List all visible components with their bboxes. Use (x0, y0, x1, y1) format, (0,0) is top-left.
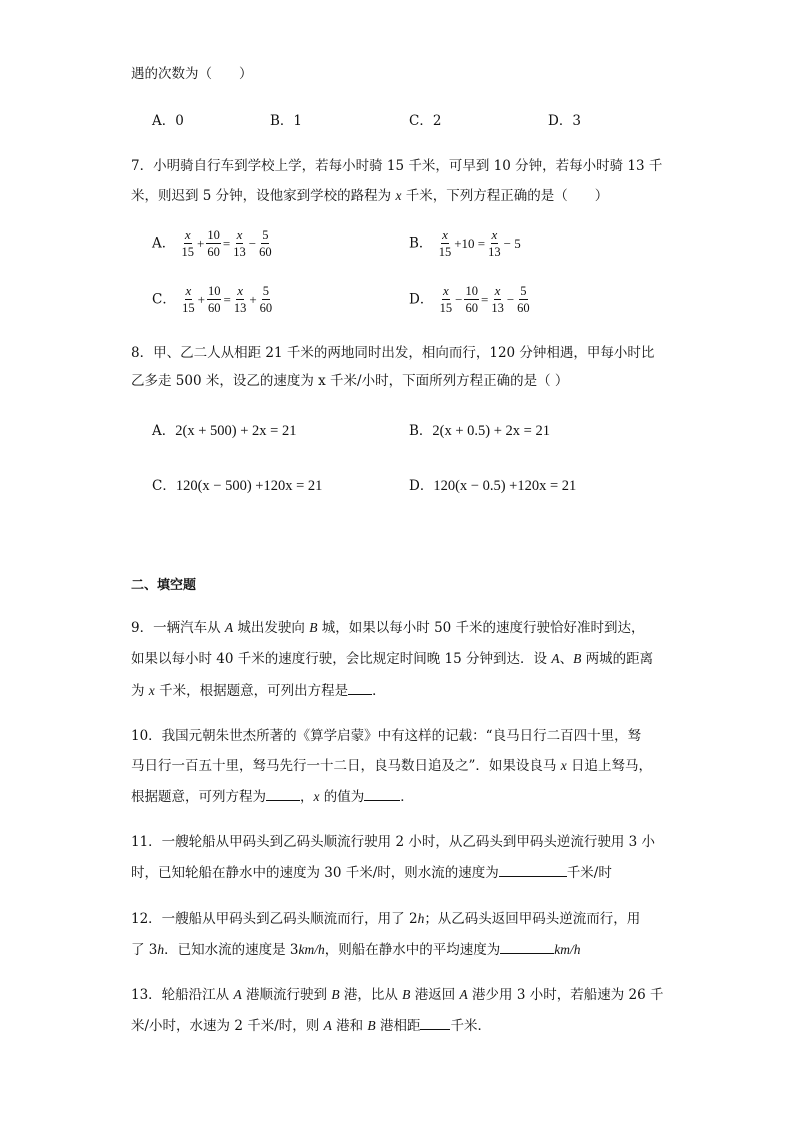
q7-stem-line1: 7．小明骑自行车到学校上学，若每小时骑 15 千米，可早到 10 分钟，若每小时骑 13 千 (131, 158, 663, 174)
q13-answer-blank[interactable] (420, 1015, 450, 1030)
q10-stem-line1: 10．我国元朝朱世杰所著的《算学启蒙》中有这样的记载：“良马日行二百四十里，驽 (131, 728, 642, 744)
q9-answer-blank[interactable] (348, 680, 372, 695)
q6-tail: 遇的次数为（ ） (131, 66, 253, 82)
q9-stem-line2: 如果以每小时 40 千米的速度行驶，会比规定时间晚 15 分钟到达．设 A、B 两城的距离 (131, 651, 654, 667)
q12-answer-blank[interactable] (500, 939, 554, 954)
q10-stem-line2: 马日行一百五十里，驽马先行一十二日，良马数日追及之”．如果设良马 x 日追上驽马， (131, 758, 652, 774)
q6-option-c[interactable]: C．2 (409, 113, 442, 129)
q13-stem-line1: 13．轮船沿江从 A 港顺流行驶到 B 港，比从 B 港返回 A 港少用 3 小时，若船速为 26 千 (131, 987, 664, 1003)
section-heading-fill-in: 二、填空题 (131, 578, 197, 593)
q7-option-d[interactable]: D． $\frac{x}{15}$ − $\frac{10}{60}$ = $\frac{x}{13}$ − $\frac{5}{60}$ (409, 283, 530, 315)
q8-option-a[interactable]: A．2(x + 500) + 2x = 21 (152, 423, 297, 439)
q9-stem-line1: 9．一辆汽车从 A 城出发驶向 B 城，如果以每小时 50 千米的速度行驶恰好准时到达， (131, 620, 645, 636)
q11-stem-line2: 时，已知轮船在静水中的速度为 30 千米/时，则水流的速度为 千米/时 (131, 862, 612, 883)
q7-option-c[interactable]: C． $\frac{x}{15}$ + $\frac{10}{60}$ = $\frac{x}{13}$ + $\frac{5}{60}$ (152, 283, 273, 315)
q10-equation-blank[interactable] (266, 786, 300, 801)
q10-value-blank[interactable] (364, 786, 400, 801)
q11-stem-line1: 11．一艘轮船从甲码头到乙码头顺流行驶用 2 小时，从乙码头到甲码头逆流行驶用 3 小 (131, 834, 656, 850)
q8-option-d[interactable]: D．120(x − 0.5) +120x = 21 (409, 478, 577, 494)
q10-stem-line3: 根据题意，可列方程为 ，x 的值为 ． (131, 786, 414, 807)
q8-option-c[interactable]: C．120(x − 500) +120x = 21 (152, 478, 323, 494)
q8-stem-line1: 8．甲、乙二人从相距 21 千米的两地同时出发，相向而行，120 分钟相遇，甲每小时比 (131, 345, 655, 361)
q6-option-d[interactable]: D．3 (548, 113, 581, 129)
q13-stem-line2: 米/小时，水速为 2 千米/时，则 A 港和 B 港相距 千米． (131, 1015, 491, 1036)
q7-option-a[interactable]: A． $\frac{x}{15}$ + $\frac{10}{60}$ = $\frac{x}{13}$ − $\frac{5}{60}$ (152, 227, 272, 259)
q8-stem-line2: 乙多走 500 米，设乙的速度为 x 千米/小时，下面所列方程正确的是（ ） (131, 373, 569, 389)
q9-stem-line3: 为 x 千米，根据题意，可列出方程是 ． (131, 680, 386, 701)
q12-stem-line1: 12．一艘船从甲码头到乙码头顺流而行，用了 2h；从乙码头返回甲码头逆流而行，用 (131, 911, 641, 927)
q6-option-a[interactable]: A．0 (152, 113, 184, 129)
q7-option-b[interactable]: B． $\frac{x}{15}$ +10 = $\frac{x}{13}$ − 5 (409, 227, 521, 259)
q12-stem-line2: 了 3h．已知水流的速度是 3km/h，则船在静水中的平均速度为 km/h (131, 939, 581, 960)
q8-option-b[interactable]: B．2(x + 0.5) + 2x = 21 (409, 423, 550, 439)
q7-stem-line2: 米，则迟到 5 分钟，设他家到学校的路程为 x 千米，下列方程正确的是（ ） (131, 188, 609, 204)
q6-option-b[interactable]: B．1 (270, 113, 303, 129)
q11-answer-blank[interactable] (499, 862, 567, 877)
